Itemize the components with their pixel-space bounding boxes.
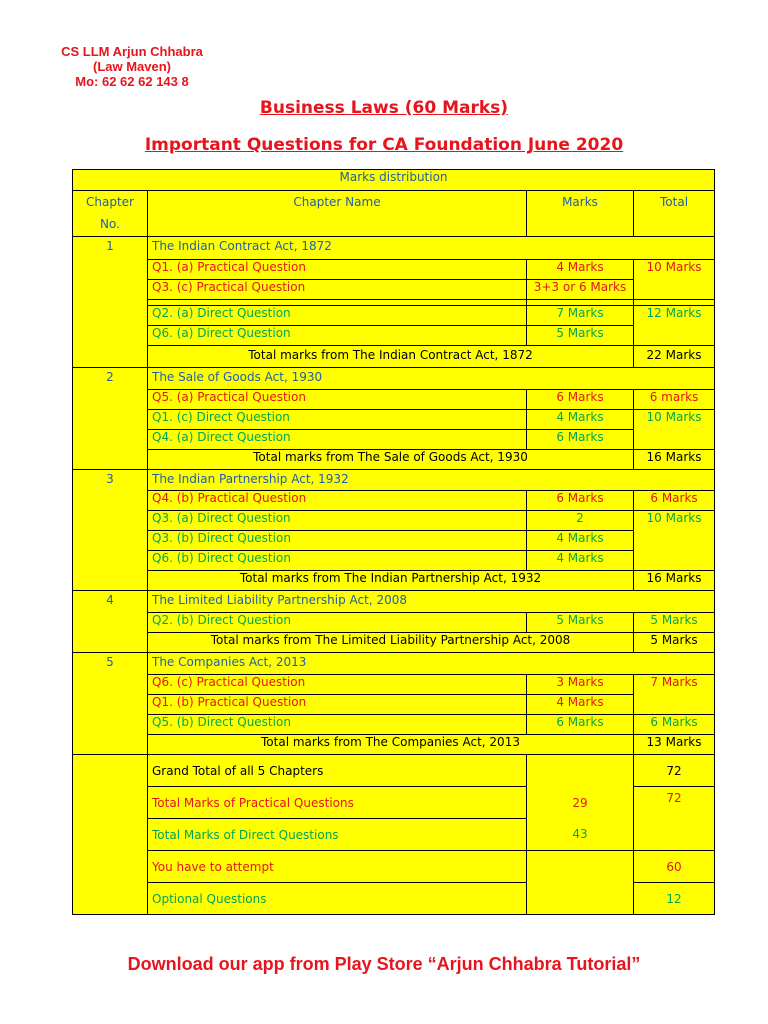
question-marks: 4 Marks	[527, 695, 634, 715]
question-row: Q6. (c) Practical Question	[148, 675, 527, 695]
chapter-total: 13 Marks	[634, 735, 715, 755]
chapter-number: 5	[73, 653, 148, 755]
question-marks: 6 Marks	[527, 390, 634, 410]
question-marks: 4 Marks	[527, 551, 634, 571]
header-chapter-name: Chapter Name	[148, 191, 527, 237]
practical-total: 72	[634, 787, 715, 851]
question-marks: 3+3 or 6 Marks	[527, 280, 634, 300]
optional-label: Optional Questions	[148, 883, 527, 915]
question-total: 6 Marks	[634, 715, 715, 735]
table-caption: Marks distribution	[73, 170, 715, 191]
question-marks: 5 Marks	[527, 613, 634, 633]
chapter-total: 5 Marks	[634, 633, 715, 653]
question-marks: 6 Marks	[527, 491, 634, 511]
practical-marks: 29	[527, 787, 634, 819]
author-name: CS LLM Arjun Chhabra	[61, 44, 203, 59]
chapter-name: The Sale of Goods Act, 1930	[148, 368, 715, 390]
chapter-name: The Limited Liability Partnership Act, 2008	[148, 591, 715, 613]
question-row: Q4. (b) Practical Question	[148, 491, 527, 511]
grand-total-label: Grand Total of all 5 Chapters	[148, 755, 527, 787]
question-marks: 3 Marks	[527, 675, 634, 695]
header-marks: Marks	[527, 191, 634, 237]
author-block	[30, 44, 234, 89]
question-marks: 4 Marks	[527, 531, 634, 551]
direct-marks: 43	[527, 819, 634, 851]
marks-table	[72, 169, 715, 915]
question-row: Q6. (a) Direct Question	[148, 326, 527, 346]
question-marks: 7 Marks	[527, 306, 634, 326]
question-marks: 6 Marks	[527, 430, 634, 450]
grand-total-value: 72	[634, 755, 715, 787]
author-tagline: (Law Maven)	[92, 59, 171, 74]
chapter-total: 16 Marks	[634, 571, 715, 591]
chapter-number: 2	[73, 368, 148, 470]
question-row: Q4. (a) Direct Question	[148, 430, 527, 450]
question-marks: 2	[527, 511, 634, 531]
question-total: 10 Marks	[634, 511, 715, 571]
question-total: 6 Marks	[634, 491, 715, 511]
question-total: 6 marks	[634, 390, 715, 410]
page-subtitle: Important Questions for CA Foundation June 2020	[144, 135, 624, 155]
chapter-name: The Companies Act, 2013	[148, 653, 715, 675]
question-row: Q3. (b) Direct Question	[148, 531, 527, 551]
practical-label: Total Marks of Practical Questions	[148, 787, 527, 819]
question-row: Q6. (b) Direct Question	[148, 551, 527, 571]
chapter-total-label: Total marks from The Indian Partnership Act, 1932	[148, 571, 634, 591]
question-row: Q1. (a) Practical Question	[148, 260, 527, 280]
summary-spacer	[73, 755, 148, 915]
question-marks: 6 Marks	[527, 715, 634, 735]
chapter-name: The Indian Contract Act, 1872	[148, 237, 715, 260]
direct-label: Total Marks of Direct Questions	[148, 819, 527, 851]
chapter-total-label: Total marks from The Limited Liability Partnership Act, 2008	[148, 633, 634, 653]
question-marks: 5 Marks	[527, 326, 634, 346]
question-row: Q1. (c) Direct Question	[148, 410, 527, 430]
page-title: Business Laws (60 Marks)	[259, 98, 509, 118]
question-row: Q2. (a) Direct Question	[148, 306, 527, 326]
chapter-total: 22 Marks	[634, 346, 715, 368]
app-download-banner: Download our app from Play Store “Arjun Chhabra Tutorial”	[127, 954, 641, 974]
chapter-total-label: Total marks from The Companies Act, 2013	[148, 735, 634, 755]
chapter-total-label: Total marks from The Indian Contract Act, 1872	[148, 346, 634, 368]
header-chapter-no: Chapter No.	[73, 191, 148, 237]
question-row: Q5. (a) Practical Question	[148, 390, 527, 410]
question-total: 12 Marks	[634, 306, 715, 346]
question-marks: 4 Marks	[527, 410, 634, 430]
author-phone: Mo: 62 62 62 143 8	[75, 74, 189, 89]
question-row: Q5. (b) Direct Question	[148, 715, 527, 735]
chapter-name: The Indian Partnership Act, 1932	[148, 470, 715, 491]
attempt-total: 60	[634, 851, 715, 883]
question-total: 7 Marks	[634, 675, 715, 715]
header-total: Total	[634, 191, 715, 237]
chapter-total-label: Total marks from The Sale of Goods Act, 1930	[148, 450, 634, 470]
optional-total: 12	[634, 883, 715, 915]
question-row: Q2. (b) Direct Question	[148, 613, 527, 633]
question-total: 10 Marks	[634, 260, 715, 300]
chapter-number: 1	[73, 237, 148, 368]
question-row: Q1. (b) Practical Question	[148, 695, 527, 715]
attempt-label: You have to attempt	[148, 851, 527, 883]
question-row: Q3. (c) Practical Question	[148, 280, 527, 300]
chapter-number: 3	[73, 470, 148, 591]
chapter-total: 16 Marks	[634, 450, 715, 470]
chapter-number: 4	[73, 591, 148, 653]
question-row: Q3. (a) Direct Question	[148, 511, 527, 531]
question-total: 10 Marks	[634, 410, 715, 450]
question-marks: 4 Marks	[527, 260, 634, 280]
question-total: 5 Marks	[634, 613, 715, 633]
